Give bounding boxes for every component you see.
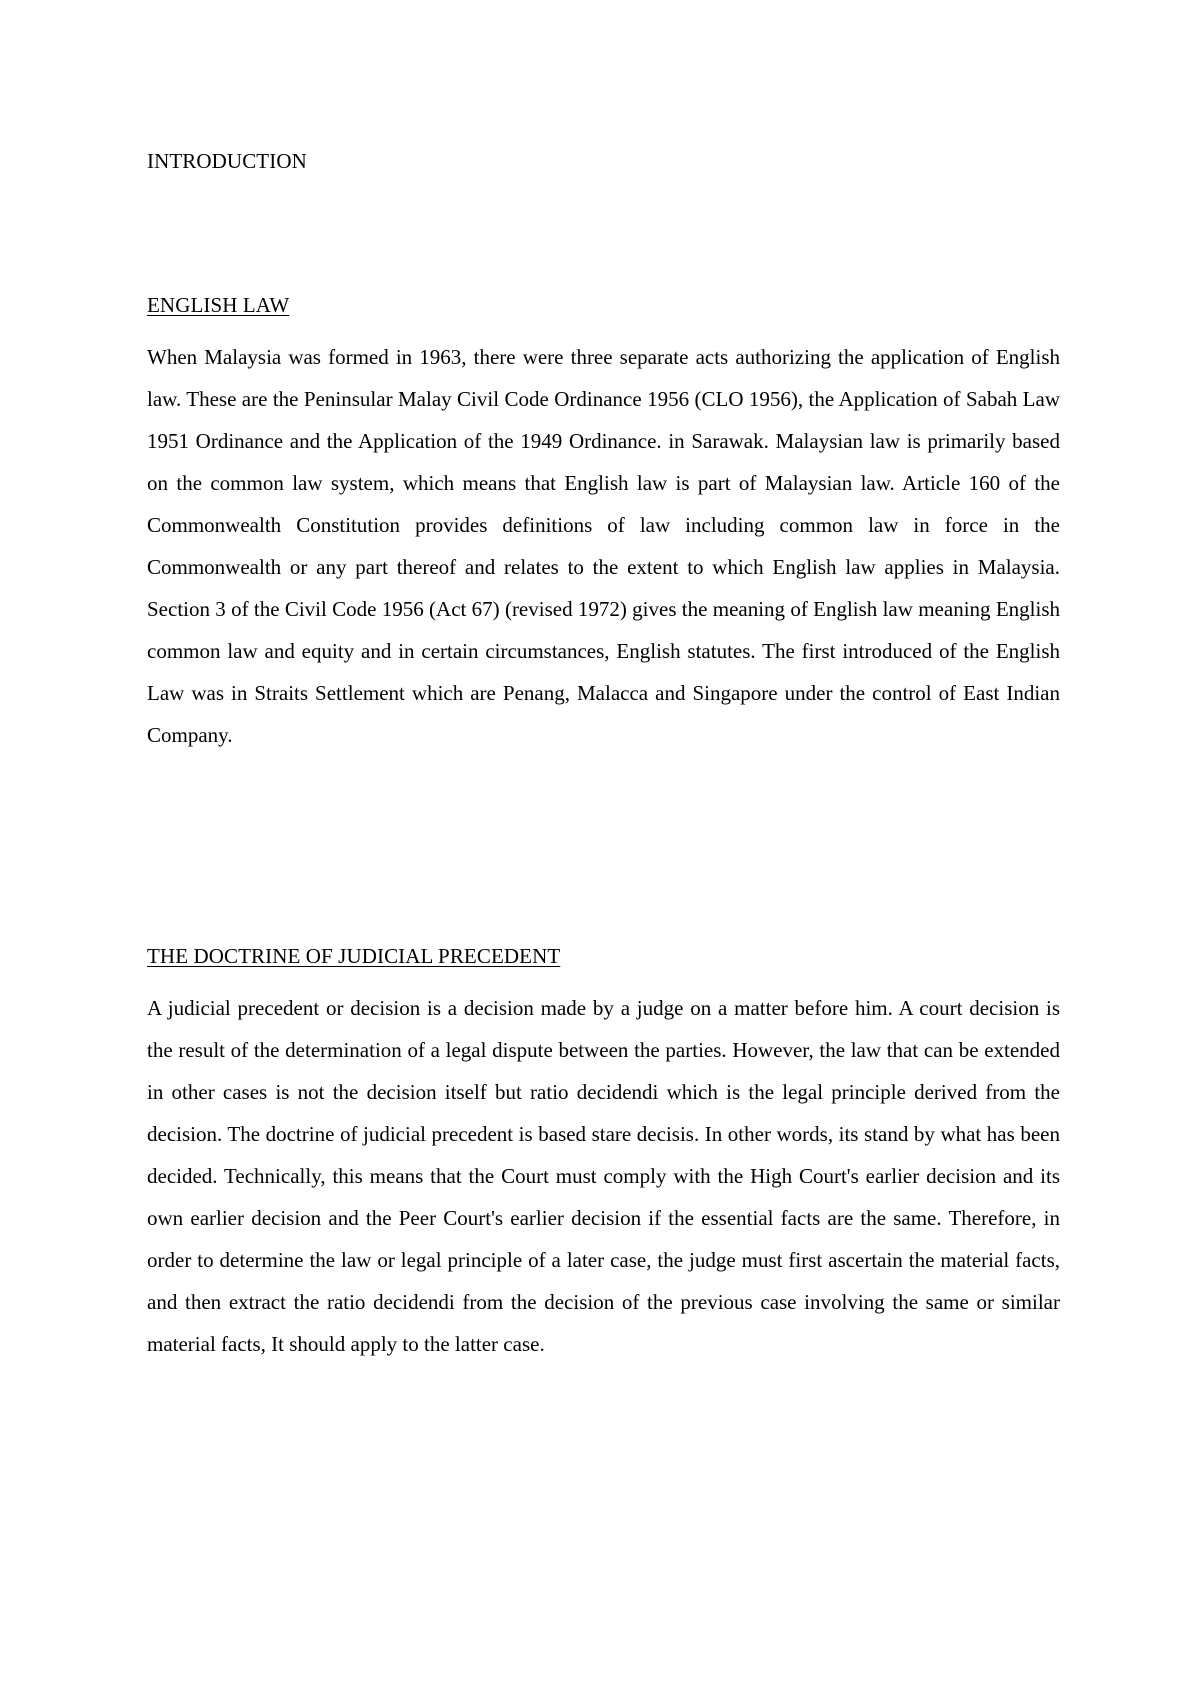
judicial-precedent-heading: THE DOCTRINE OF JUDICIAL PRECEDENT [147, 944, 561, 968]
english-law-heading: ENGLISH LAW [147, 293, 290, 317]
judicial-precedent-paragraph: A judicial precedent or decision is a decision made by a judge on a matter before him. A court decision is the result of the determination of a legal dispute between the parties. However, the law that can be extended in other cases is not the decision itself but ratio decidendi which is the legal principle derived from the decision. The doctrine of judicial precedent is based stare decisis. In other words, its stand by what has been decided. Technically, this means that the Court must comply with the High Court's earlier decision and its own earlier decision and the Peer Court's earlier decision if the essential facts are the same. Therefore, in order to determine the law or legal principle of a later case, the judge must first ascertain the material facts, and then extract the ratio decidendi from the decision of the previous case involving the same or similar material facts, It should apply to the latter case. [147, 996, 1060, 1356]
introduction-heading: INTRODUCTION [147, 149, 307, 173]
english-law-paragraph: When Malaysia was formed in 1963, there were three separate acts authorizing the application of English law. These are the Peninsular Malay Civil Code Ordinance 1956 (CLO 1956), the Application of Sabah Law 1951 Ordinance and the Application of the 1949 Ordinance. in Sarawak. Malaysian law is primarily based on the common law system, which means that English law is part of Malaysian law. Article 160 of the Commonwealth Constitution provides definitions of law including common law in force in the Commonwealth or any part thereof and relates to the extent to which English law applies in Malaysia. Section 3 of the Civil Code 1956 (Act 67) (revised 1972) gives the meaning of English law meaning English common law and equity and in certain circumstances, English statutes. The first introduced of the English Law was in Straits Settlement which are Penang, Malacca and Singapore under the control of East Indian Company. [147, 345, 1060, 747]
